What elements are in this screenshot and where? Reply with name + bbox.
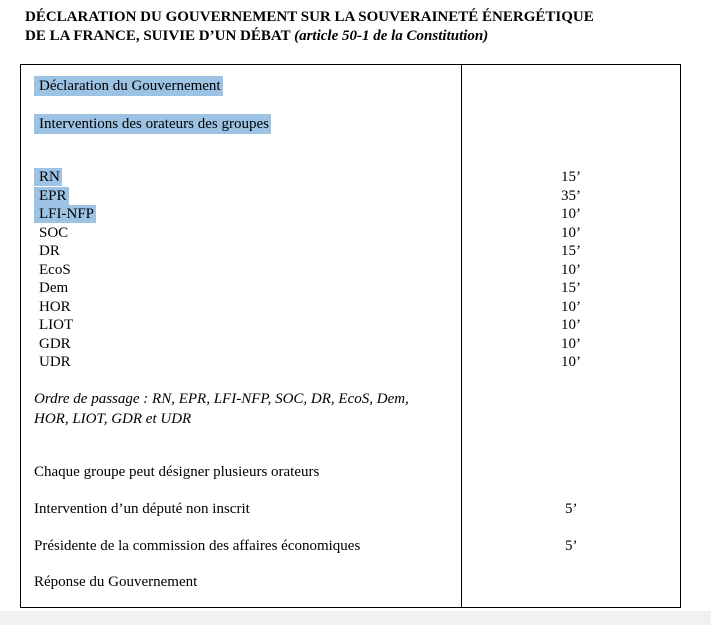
- group-row: [39, 335, 96, 354]
- group-name: SOC: [39, 224, 69, 241]
- title-line-1: DÉCLARATION DU GOUVERNEMENT SUR LA SOUVERAINETÉ ÉNERGÉTIQUE: [25, 9, 594, 25]
- group-row: [39, 261, 96, 280]
- interventions-label[interactable]: Interventions des orateurs des groupes: [34, 114, 271, 134]
- group-row: [39, 353, 96, 372]
- declaration-label[interactable]: Déclaration du Gouvernement: [34, 76, 223, 96]
- group-time: 15’: [561, 243, 581, 259]
- group-time: 10’: [561, 335, 581, 352]
- group-row: [39, 279, 96, 298]
- non-inscrit-time: 5’: [565, 501, 578, 517]
- group-name: HOR: [39, 298, 71, 315]
- title-constitution-reference: (article 50-1 de la Constitution): [294, 28, 489, 44]
- group-row: [39, 242, 96, 261]
- commission-time: 5’: [565, 538, 578, 554]
- page-bottom-edge: [0, 611, 711, 625]
- group-row: [39, 205, 96, 224]
- group-time: 10’: [561, 354, 581, 370]
- group-name[interactable]: LFI-NFP: [34, 205, 96, 223]
- title-line-2: [25, 27, 685, 46]
- government-response-label: Réponse du Gouvernement: [34, 574, 198, 590]
- group-time-list: [561, 168, 581, 372]
- group-row: [39, 168, 96, 187]
- group-name: LIOT: [39, 317, 74, 333]
- group-name: GDR: [39, 335, 71, 352]
- speaking-order: [34, 389, 444, 429]
- group-time: 10’: [561, 317, 581, 333]
- group-row: [39, 187, 96, 206]
- title-line-2-main: DE LA FRANCE, SUIVIE D’UN DÉBAT: [25, 28, 295, 44]
- group-name[interactable]: EPR: [34, 187, 69, 205]
- group-name[interactable]: RN: [34, 168, 62, 186]
- group-name: DR: [39, 243, 60, 259]
- declaration-row: [39, 77, 223, 95]
- column-divider: [461, 64, 462, 608]
- group-list: [39, 168, 96, 372]
- group-time: 10’: [561, 206, 581, 222]
- group-name: EcoS: [39, 261, 71, 278]
- group-name: UDR: [39, 354, 71, 370]
- group-row: [39, 316, 96, 335]
- group-row: [39, 298, 96, 317]
- interventions-row: [39, 115, 271, 133]
- speaking-order-line-1: Ordre de passage : RN, EPR, LFI-NFP, SOC, DR, EcoS, Dem,: [34, 391, 409, 407]
- document-title: [25, 8, 685, 46]
- group-time: 15’: [561, 280, 581, 296]
- group-time: 10’: [561, 224, 581, 241]
- group-name: Dem: [39, 280, 69, 296]
- commission-label: Présidente de la commission des affaires économiques: [34, 538, 361, 554]
- non-inscrit-label: Intervention d’un député non inscrit: [34, 501, 250, 517]
- group-time: 10’: [561, 298, 581, 315]
- schedule-table: [20, 64, 681, 608]
- multiple-speakers-note: Chaque groupe peut désigner plusieurs orateurs: [34, 464, 320, 480]
- speaking-order-line-2: HOR, LIOT, GDR et UDR: [34, 411, 192, 427]
- group-row: [39, 224, 96, 243]
- group-time: 10’: [561, 261, 581, 278]
- group-time: 15’: [561, 169, 581, 185]
- group-time: 35’: [561, 187, 581, 204]
